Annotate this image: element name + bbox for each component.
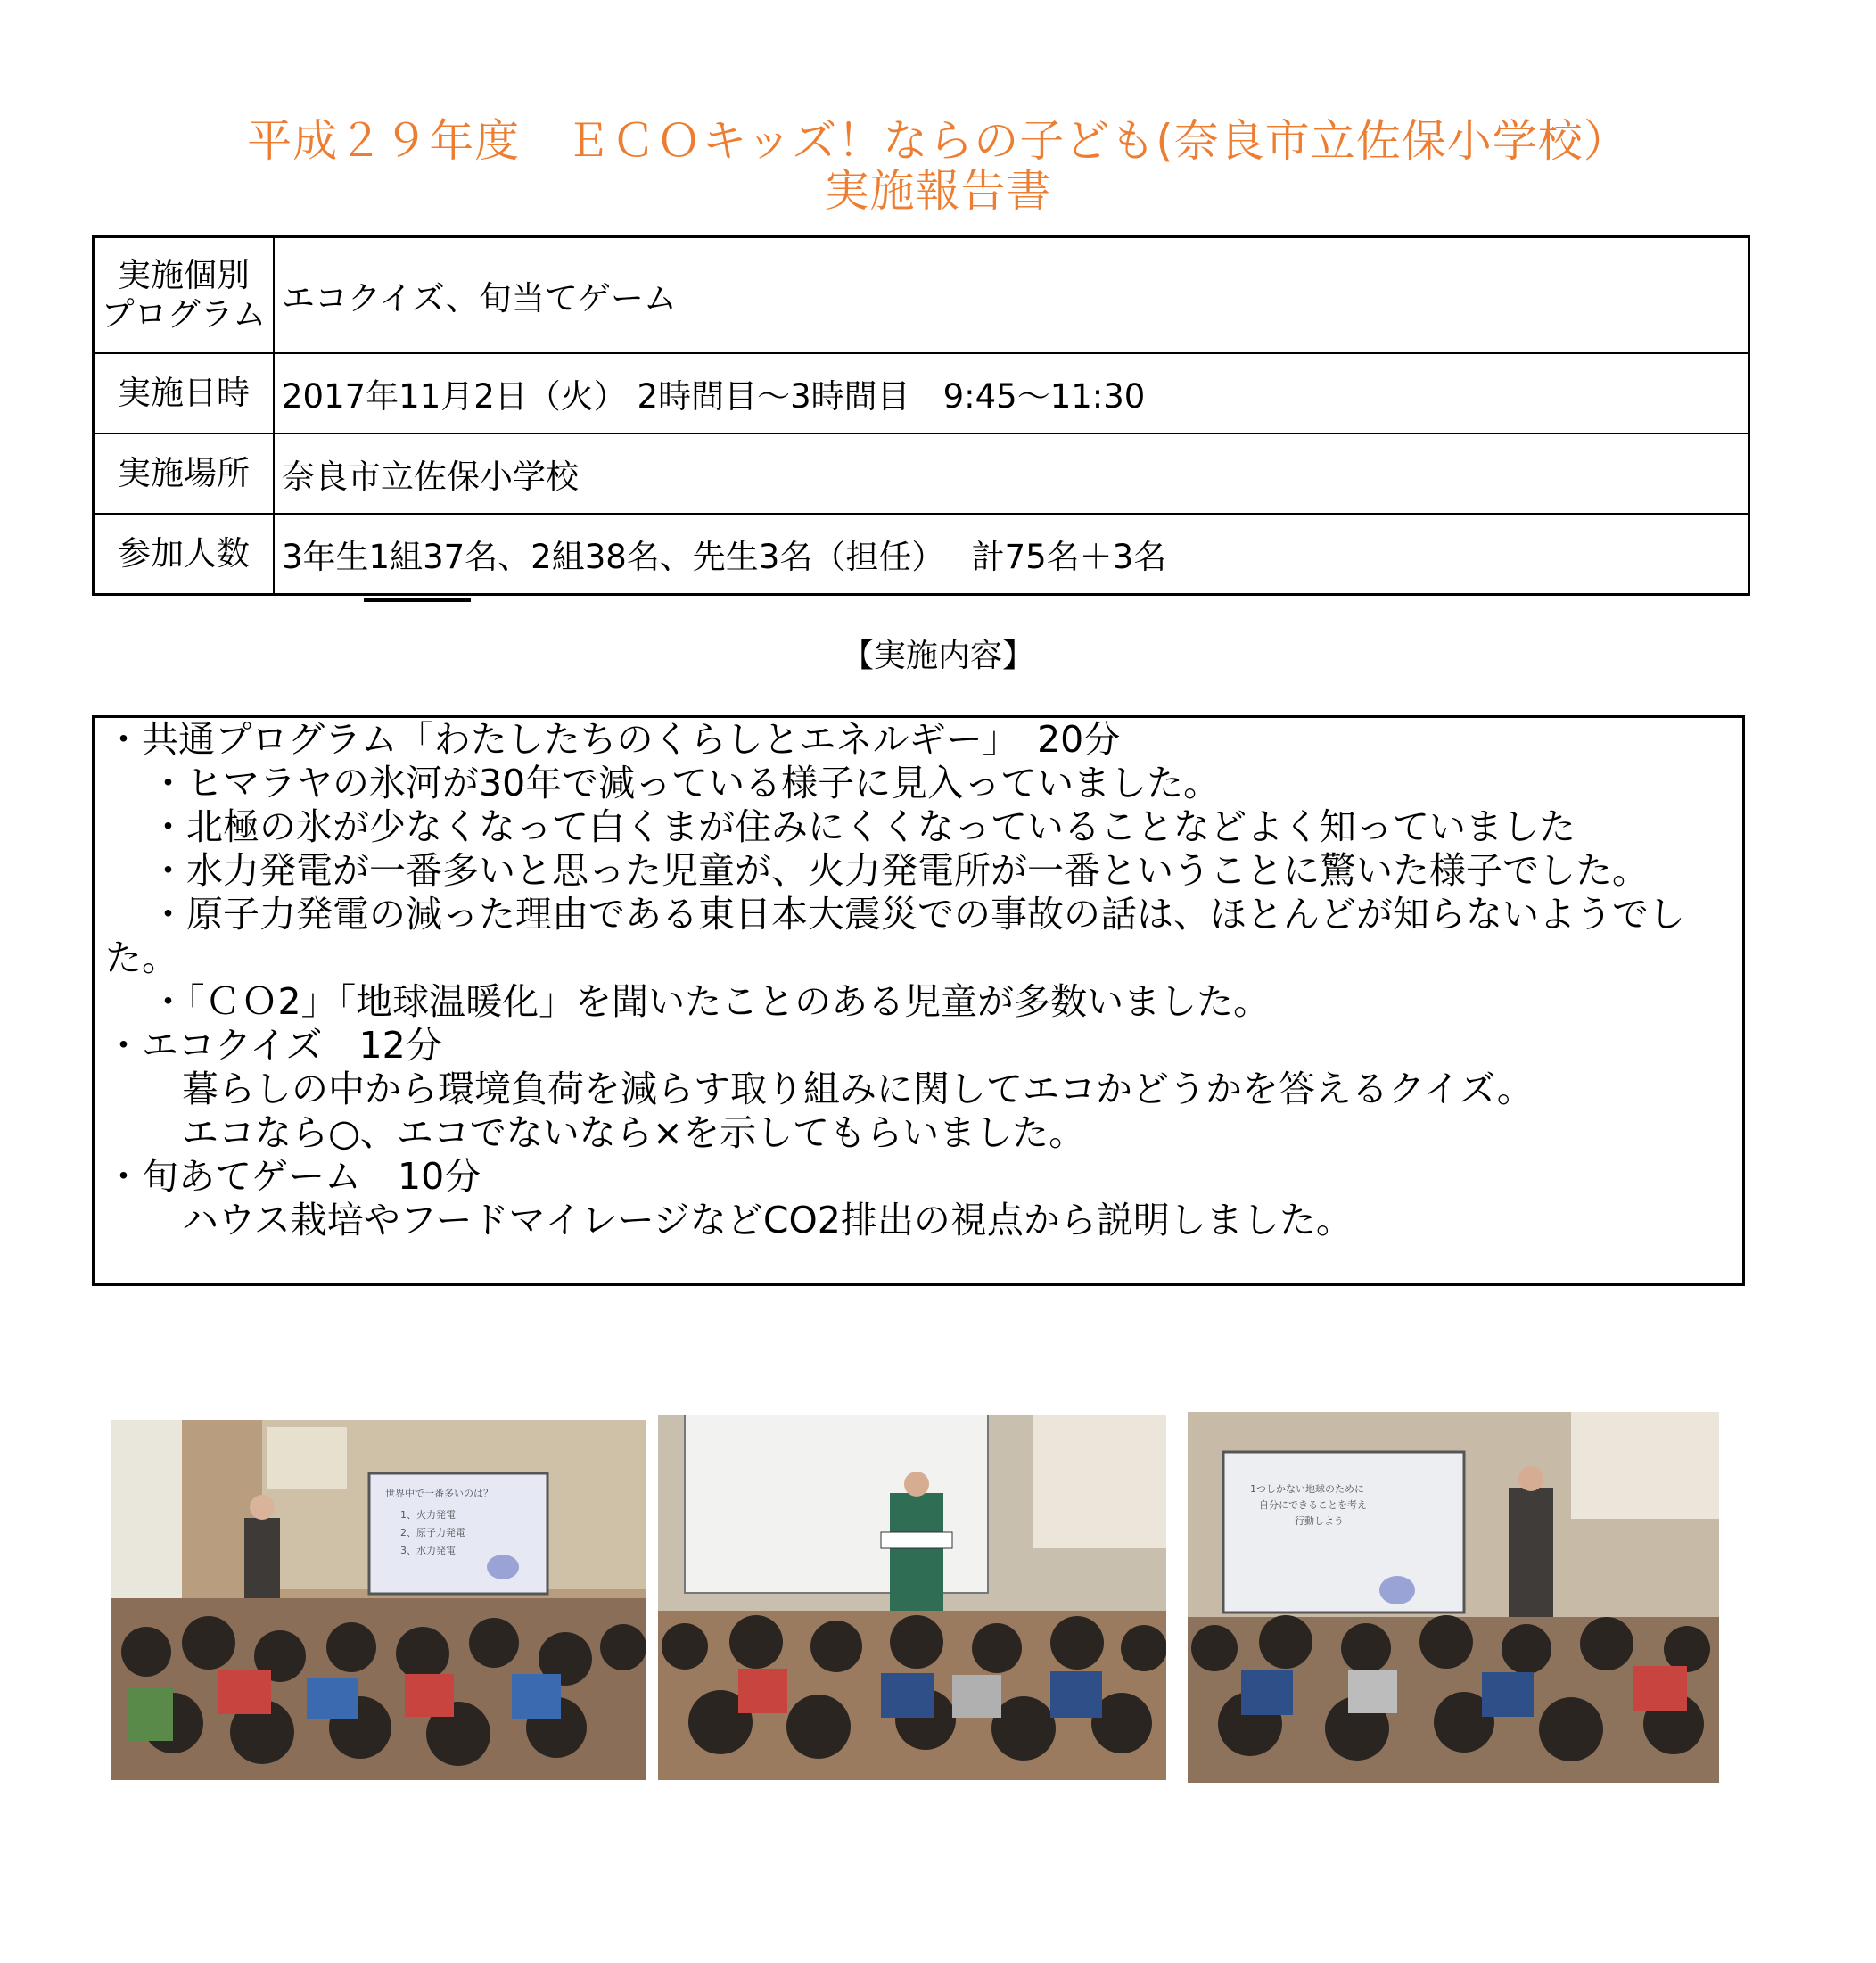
- label-program-line1: 実施個別: [118, 256, 250, 294]
- slide-line: 行動しよう: [1295, 1515, 1344, 1527]
- slide-title: 世界中で一番多いのは？: [385, 1488, 493, 1499]
- info-table: [92, 235, 1750, 596]
- content-line: ・北極の氷が少なくなって白くまが住みにくくなっていることなどよく知っていました: [150, 805, 1576, 848]
- content-line: ・水力発電が一番多いと思った児童が、火力発電所が一番ということに驚いた様子でした。: [150, 849, 1649, 892]
- content-box: [92, 715, 1745, 1286]
- content-line: ・エコクイズ 12分: [105, 1024, 442, 1067]
- classroom-photo-1: [111, 1420, 646, 1780]
- table-row: [94, 353, 1749, 433]
- content-line: ・旬あてゲーム 10分: [105, 1155, 481, 1198]
- report-title: 平成２９年度 ＥＣＯキッズ！ならの子ども(奈良市立佐保小学校）: [247, 115, 1629, 167]
- label-program-line2: プログラム: [101, 295, 267, 334]
- value-program: エコクイズ、旬当てゲーム: [274, 237, 1749, 354]
- content-line: ・「ＣＯ2」「地球温暖化」を聞いたことのある児童が多数いました。: [150, 980, 1271, 1023]
- content-line: ・共通プログラム「わたしたちのくらしとエネルギー」 20分: [105, 718, 1121, 761]
- slide-line: 1、火力発電: [400, 1509, 456, 1521]
- content-line: エコなら○、エコでないなら×を示してもらいました。: [182, 1111, 1086, 1154]
- slide-line: 1つしかない地球のために: [1250, 1483, 1364, 1495]
- value-participants: 3年生1組37名、2組38名、先生3名（担任） 計75名＋3名: [274, 514, 1749, 595]
- underline-mark: [364, 598, 471, 602]
- report-subtitle: 実施報告書: [824, 165, 1052, 217]
- label-program: [94, 237, 275, 354]
- slide-line: 3、水力発電: [400, 1545, 456, 1556]
- value-venue: 奈良市立佐保小学校: [274, 433, 1749, 514]
- table-row: [94, 237, 1749, 354]
- content-line: ハウス栽培やフードマイレージなどCO2排出の視点から説明しました。: [182, 1199, 1353, 1241]
- content-line: 暮らしの中から環境負荷を減らす取り組みに関してエコかどうかを答えるクイズ。: [182, 1068, 1534, 1110]
- section-heading: 【実施内容】: [841, 638, 1034, 674]
- label-participants: 参加人数: [94, 514, 275, 595]
- slide-line: 自分にできることを考え: [1259, 1499, 1367, 1511]
- classroom-photo-3: [1188, 1412, 1719, 1783]
- value-datetime: 2017年11月2日（火） 2時間目～3時間目 9:45～11:30: [274, 353, 1749, 433]
- classroom-photo-2: [658, 1415, 1166, 1780]
- table-row: [94, 514, 1749, 595]
- slide-line: 2、原子力発電: [400, 1527, 465, 1538]
- label-datetime: 実施日時: [94, 353, 275, 433]
- content-line: ・原子力発電の減った理由である東日本大震災での事故の話は、ほとんどが知らないようでした。: [105, 893, 1685, 979]
- label-venue: 実施場所: [94, 433, 275, 514]
- table-row: [94, 433, 1749, 514]
- content-line: ・ヒマラヤの氷河が30年で減っている様子に見入っていました。: [150, 762, 1221, 804]
